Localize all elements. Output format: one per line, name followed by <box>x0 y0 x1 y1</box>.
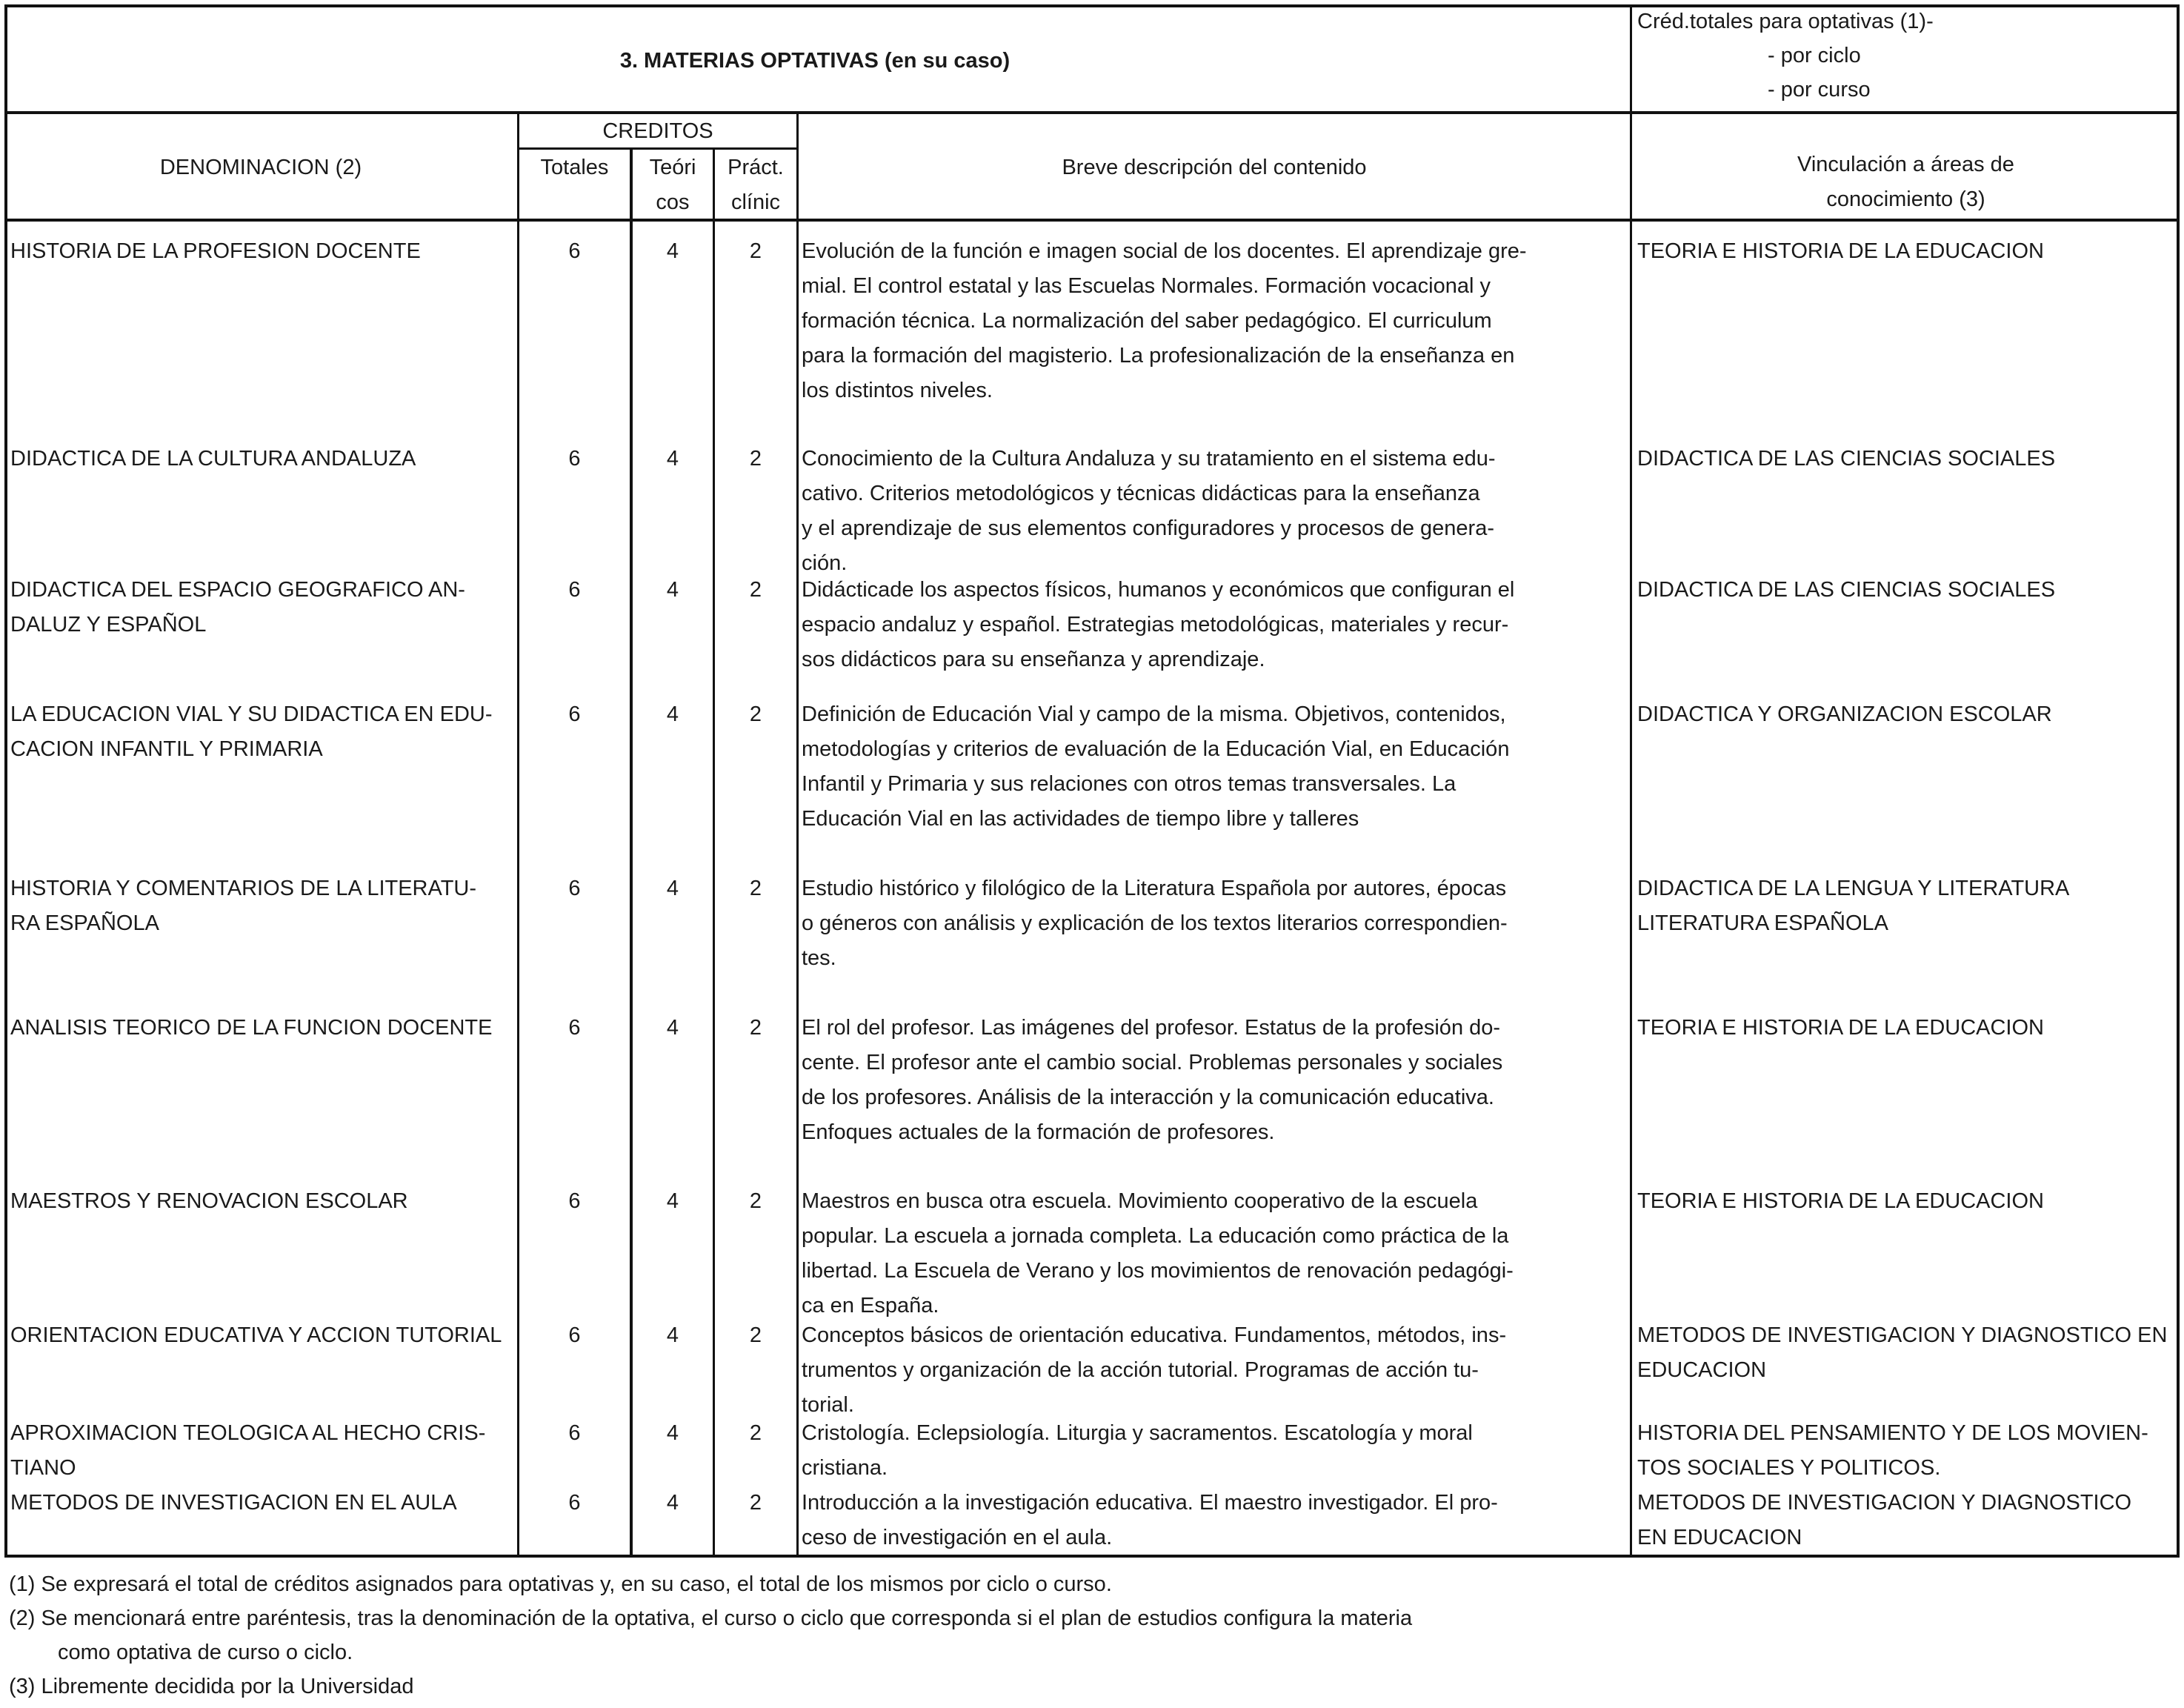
row-area-line: METODOS DE INVESTIGACION Y DIAGNOSTICO EN <box>1637 1323 2168 1347</box>
row-descripcion <box>802 871 1622 976</box>
row-descripcion-line: Conocimiento de la Cultura Andaluza y su tratamiento en el sistema edu- <box>802 447 1496 471</box>
row-teoricos: 4 <box>666 702 679 726</box>
row-descripcion <box>802 697 1622 837</box>
row-denominacion-line: MAESTROS Y RENOVACION ESCOLAR <box>10 1189 408 1213</box>
row-descripcion-line: torial. <box>802 1393 854 1417</box>
row-denominacion-line: ANALISIS TEORICO DE LA FUNCION DOCENTE <box>10 1016 493 1040</box>
row-descripcion-line: ceso de investigación en el aula. <box>802 1526 1113 1549</box>
row-practicos: 2 <box>749 702 762 726</box>
row-teoricos: 4 <box>666 1491 679 1515</box>
col-denominacion: DENOMINACION (2) <box>159 156 362 179</box>
row-descripcion <box>802 1184 1622 1323</box>
row-descripcion-line: Estudio histórico y filológico de la Literatura Española por autores, épocas <box>802 877 1507 900</box>
row-descripcion-line: libertad. La Escuela de Verano y los movimientos de renovación pedagógi- <box>802 1259 1514 1283</box>
row-denominacion <box>10 442 517 476</box>
row-area-line: HISTORIA DEL PENSAMIENTO Y DE LOS MOVIEN- <box>1637 1421 2148 1445</box>
row-area-line: DIDACTICA Y ORGANIZACION ESCOLAR <box>1637 702 2052 726</box>
row-teoricos: 4 <box>666 1323 679 1347</box>
row-area <box>1637 1184 2177 1219</box>
col-teoricos-line-1: Teóri <box>649 156 696 179</box>
row-practicos: 2 <box>749 578 762 602</box>
row-descripcion-line: trumentos y organización de la acción tutorial. Programas de acción tu- <box>802 1358 1479 1382</box>
row-denominacion-line: METODOS DE INVESTIGACION EN EL AULA <box>10 1491 457 1515</box>
row-descripcion-line: cente. El profesor ante el cambio social. Problemas personales y sociales <box>802 1051 1503 1074</box>
row-teoricos: 4 <box>666 447 679 471</box>
row-totales: 6 <box>568 1189 581 1213</box>
row-totales: 6 <box>568 1323 581 1347</box>
row-denominacion-line: TIANO <box>10 1456 76 1480</box>
row-descripcion-line: Evolución de la función e imagen social de los docentes. El aprendizaje gre- <box>802 239 1527 263</box>
row-descripcion-line: o géneros con análisis y explicación de los textos literarios correspondien- <box>802 911 1508 935</box>
row-descripcion-line: mial. El control estatal y las Escuelas Normales. Formación vocacional y <box>802 274 1491 298</box>
row-area <box>1637 697 2177 732</box>
row-practicos: 2 <box>749 877 762 900</box>
row-totales: 6 <box>568 447 581 471</box>
row-denominacion <box>10 1318 517 1353</box>
row-denominacion <box>10 871 517 941</box>
row-area <box>1637 871 2177 941</box>
row-descripcion <box>802 1416 1622 1486</box>
row-descripcion-line: de los profesores. Análisis de la interacción y la comunicación educativa. <box>802 1086 1494 1109</box>
footnote-1: (1) Se expresará el total de créditos asignados para optativas y, en su caso, el total de los mismos por ciclo o curso. <box>9 1572 1112 1596</box>
row-descripcion-line: Conceptos básicos de orientación educativa. Fundamentos, métodos, ins- <box>802 1323 1507 1347</box>
row-denominacion-line: HISTORIA Y COMENTARIOS DE LA LITERATU- <box>10 877 477 900</box>
row-practicos: 2 <box>749 1189 762 1213</box>
row-descripcion-line: Maestros en busca otra escuela. Movimiento cooperativo de la escuela <box>802 1189 1478 1213</box>
row-totales: 6 <box>568 1491 581 1515</box>
row-area <box>1637 442 2177 476</box>
row-denominacion-line: DALUZ Y ESPAÑOL <box>10 613 207 637</box>
credits-total-line-2: - por ciclo <box>1768 44 1861 67</box>
row-totales: 6 <box>568 1016 581 1040</box>
credits-total-line-1: Créd.totales para optativas (1)- <box>1637 10 1934 33</box>
row-denominacion-line: RA ESPAÑOLA <box>10 911 159 935</box>
row-area-line: DIDACTICA DE LAS CIENCIAS SOCIALES <box>1637 447 2056 471</box>
col-descripcion: Breve descripción del contenido <box>1062 156 1367 179</box>
row-descripcion <box>802 442 1622 581</box>
row-teoricos: 4 <box>666 239 679 263</box>
row-teoricos: 4 <box>666 578 679 602</box>
row-descripcion-line: Introducción a la investigación educativa. El maestro investigador. El pro- <box>802 1491 1498 1515</box>
row-descripcion-line: popular. La escuela a jornada completa. La educación como práctica de la <box>802 1224 1509 1248</box>
row-area-line: TEORIA E HISTORIA DE LA EDUCACION <box>1637 239 2044 263</box>
row-denominacion-line: DIDACTICA DE LA CULTURA ANDALUZA <box>10 447 416 471</box>
row-area-line: EN EDUCACION <box>1637 1526 1802 1549</box>
col-teoricos <box>633 150 713 220</box>
row-area-line: EDUCACION <box>1637 1358 1767 1382</box>
row-descripcion-line: ca en España. <box>802 1294 939 1317</box>
row-descripcion <box>802 573 1622 677</box>
row-totales: 6 <box>568 702 581 726</box>
col-practicos-line-1: Práct. <box>728 156 784 179</box>
row-descripcion-line: metodologías y criterios de evaluación de la Educación Vial, en Educación <box>802 737 1510 761</box>
row-denominacion-line: CACION INFANTIL Y PRIMARIA <box>10 737 323 761</box>
row-denominacion <box>10 573 517 642</box>
row-descripcion-line: cristiana. <box>802 1456 888 1480</box>
header-divider <box>4 111 2180 114</box>
row-area <box>1637 573 2177 608</box>
row-descripcion <box>802 1318 1622 1423</box>
row-totales: 6 <box>568 239 581 263</box>
row-area-line: DIDACTICA DE LAS CIENCIAS SOCIALES <box>1637 578 2056 602</box>
footnote-2-cont: como optativa de curso o ciclo. <box>58 1641 353 1664</box>
row-descripcion <box>802 1011 1622 1150</box>
row-area <box>1637 1486 2177 1555</box>
row-totales: 6 <box>568 1421 581 1445</box>
row-area-line: LITERATURA ESPAÑOLA <box>1637 911 1888 935</box>
row-practicos: 2 <box>749 239 762 263</box>
row-descripcion-line: para la formación del magisterio. La profesionalización de la enseñanza en <box>802 344 1515 368</box>
footnote-2: (2) Se mencionará entre paréntesis, tras la denominación de la optativa, el curso o ciclo que corresponda si el plan de estudios configura la materia <box>9 1606 1413 1630</box>
row-practicos: 2 <box>749 1421 762 1445</box>
row-denominacion <box>10 1416 517 1486</box>
row-practicos: 2 <box>749 1491 762 1515</box>
row-denominacion <box>10 1184 517 1219</box>
col-totales: Totales <box>540 156 609 179</box>
row-teoricos: 4 <box>666 1016 679 1040</box>
row-descripcion-line: cativo. Criterios metodológicos y técnicas didácticas para la enseñanza <box>802 482 1480 505</box>
practicos-divider <box>796 111 799 1558</box>
row-denominacion <box>10 1011 517 1046</box>
row-descripcion <box>802 1486 1622 1555</box>
row-area <box>1637 1416 2177 1486</box>
row-denominacion-line: HISTORIA DE LA PROFESION DOCENTE <box>10 239 421 263</box>
credits-total-label <box>1637 4 1934 107</box>
row-denominacion <box>10 1486 517 1521</box>
row-denominacion <box>10 234 517 269</box>
row-area-line: TEORIA E HISTORIA DE LA EDUCACION <box>1637 1189 2044 1213</box>
right-header-divider <box>1630 4 1632 1558</box>
row-descripcion <box>802 234 1622 408</box>
row-descripcion-line: Educación Vial en las actividades de tiempo libre y talleres <box>802 807 1359 831</box>
row-denominacion <box>10 697 517 767</box>
row-descripcion-line: El rol del profesor. Las imágenes del profesor. Estatus de la profesión do- <box>802 1016 1501 1040</box>
col-vinculacion-line-1: Vinculación a áreas de <box>1797 153 2014 176</box>
row-area-line: TEORIA E HISTORIA DE LA EDUCACION <box>1637 1016 2044 1040</box>
row-descripcion-line: Cristología. Eclepsiología. Liturgia y sacramentos. Escatología y moral <box>802 1421 1473 1445</box>
col-practicos-line-2: clínic <box>730 190 781 214</box>
row-denominacion-line: APROXIMACION TEOLOGICA AL HECHO CRIS- <box>10 1421 486 1445</box>
row-teoricos: 4 <box>666 1189 679 1213</box>
row-denominacion-line: LA EDUCACION VIAL Y SU DIDACTICA EN EDU- <box>10 702 493 726</box>
row-area-line: TOS SOCIALES Y POLITICOS. <box>1637 1456 1941 1480</box>
footnote-3: (3) Libremente decidida por la Universidad <box>9 1675 414 1698</box>
row-area <box>1637 1318 2177 1388</box>
section-title: 3. MATERIAS OPTATIVAS (en su caso) <box>619 49 1011 73</box>
col-teoricos-line-2: cos <box>656 190 690 214</box>
row-practicos: 2 <box>749 1323 762 1347</box>
row-totales: 6 <box>568 877 581 900</box>
row-descripcion-line: y el aprendizaje de sus elementos configuradores y procesos de genera- <box>802 516 1494 540</box>
row-descripcion-line: formación técnica. La normalización del saber pedagógico. El curriculum <box>802 309 1492 333</box>
col-practicos <box>715 150 796 220</box>
row-descripcion-line: Enfoques actuales de la formación de profesores. <box>802 1120 1275 1144</box>
row-area <box>1637 234 2177 269</box>
row-descripcion-line: tes. <box>802 946 836 970</box>
col-creditos: CREDITOS <box>602 119 713 143</box>
col-vinculacion-line-2: conocimiento (3) <box>1826 187 1985 211</box>
row-teoricos: 4 <box>666 877 679 900</box>
row-area-line: METODOS DE INVESTIGACION Y DIAGNOSTICO <box>1637 1491 2132 1515</box>
row-area-line: DIDACTICA DE LA LENGUA Y LITERATURA <box>1637 877 2070 900</box>
row-descripcion-line: ción. <box>802 551 848 575</box>
row-descripcion-line: sos didácticos para su enseñanza y aprendizaje. <box>802 648 1265 671</box>
row-descripcion-line: Didácticade los aspectos físicos, humanos y económicos que configuran el <box>802 578 1515 602</box>
row-descripcion-line: los distintos niveles. <box>802 379 993 402</box>
col-vinculacion <box>1632 147 2180 217</box>
row-denominacion-line: ORIENTACION EDUCATIVA Y ACCION TUTORIAL <box>10 1323 502 1347</box>
row-descripcion-line: espacio andaluz y español. Estrategias metodológicas, materiales y recur- <box>802 613 1509 637</box>
row-descripcion-line: Infantil y Primaria y sus relaciones con otros temas transversales. La <box>802 772 1456 796</box>
row-practicos: 2 <box>749 447 762 471</box>
row-practicos: 2 <box>749 1016 762 1040</box>
column-header-divider <box>4 219 2180 222</box>
row-totales: 6 <box>568 578 581 602</box>
credits-total-line-3: - por curso <box>1768 78 1871 102</box>
row-descripcion-line: Definición de Educación Vial y campo de la misma. Objetivos, contenidos, <box>802 702 1506 726</box>
row-denominacion-line: DIDACTICA DEL ESPACIO GEOGRAFICO AN- <box>10 578 465 602</box>
row-area <box>1637 1011 2177 1046</box>
row-teoricos: 4 <box>666 1421 679 1445</box>
